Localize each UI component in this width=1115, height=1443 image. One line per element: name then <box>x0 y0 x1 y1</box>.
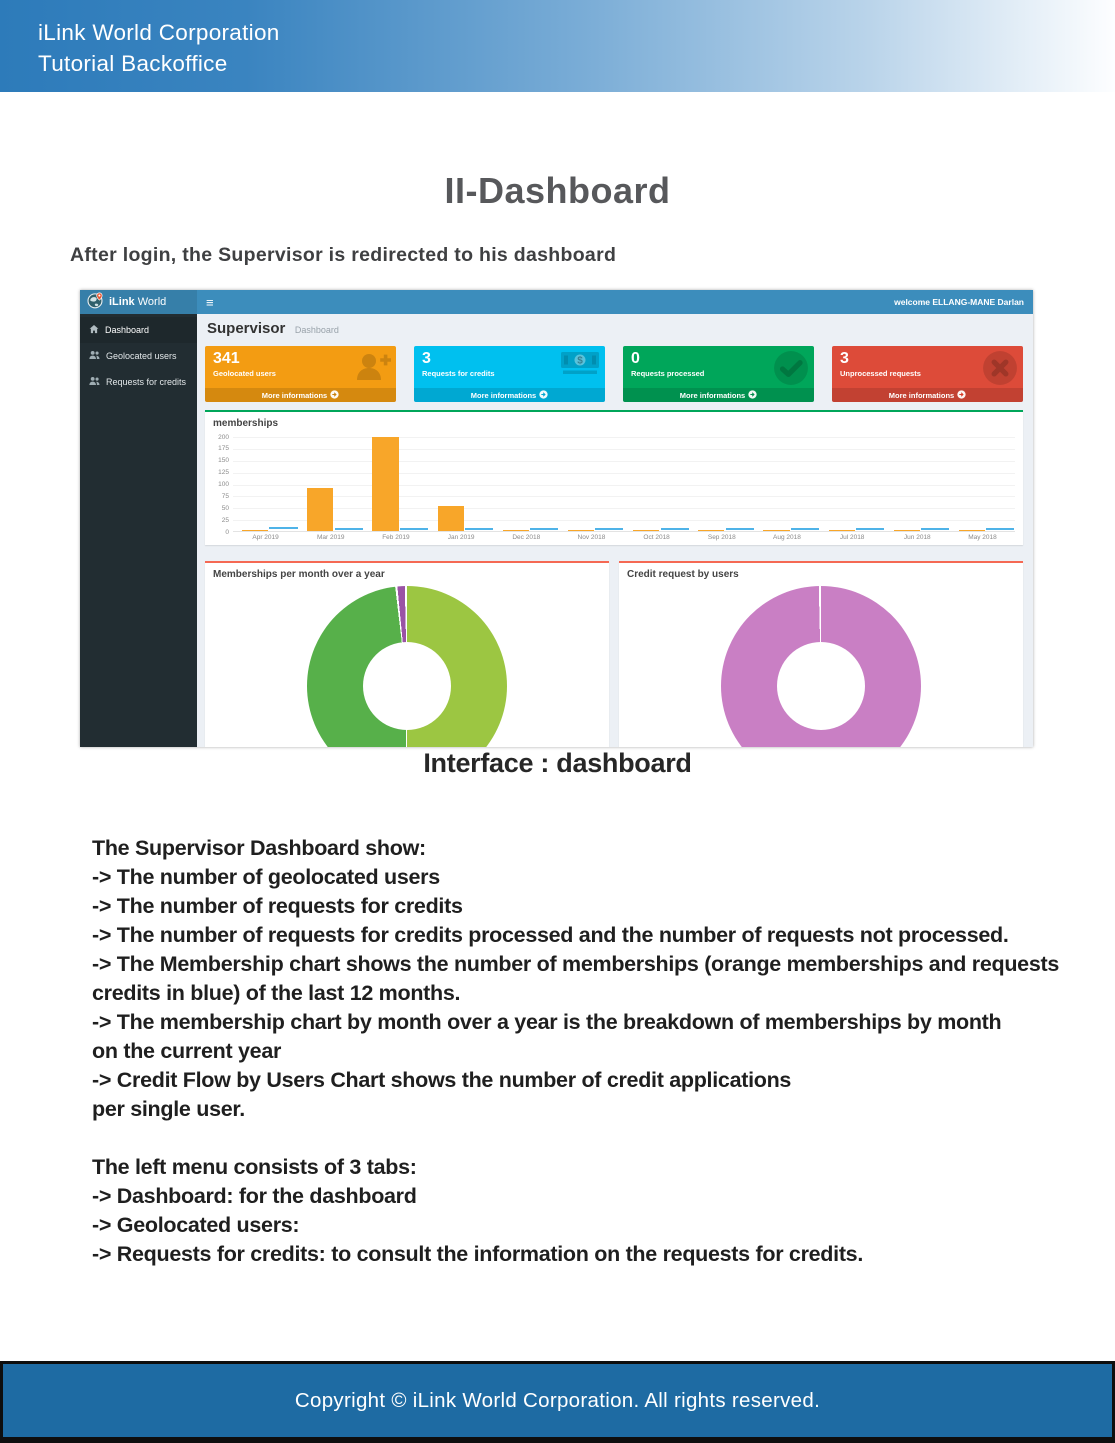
more-informations-link[interactable]: More informations <box>832 388 1023 402</box>
bar-group <box>363 437 428 531</box>
intro-text: After login, the Supervisor is redirected to his dashboard <box>70 244 617 266</box>
stat-label: Requests for credits <box>422 369 495 378</box>
requests-line-segment <box>726 528 754 530</box>
sidebar-item-geolocated-users[interactable] <box>80 343 197 369</box>
brand-text: iLink World <box>109 296 167 308</box>
body-text <box>92 834 1072 1269</box>
requests-line-segment <box>269 527 297 529</box>
memberships-bar <box>894 530 920 531</box>
memberships-bar <box>829 530 855 531</box>
x-axis-tick: Apr 2019 <box>252 534 279 541</box>
requests-line-segment <box>465 528 493 530</box>
sidebar-item-dashboard[interactable] <box>80 317 197 343</box>
stat-card-geolocated-users <box>205 346 396 402</box>
sidebar-item-label: Dashboard <box>105 325 150 335</box>
globe-pin-icon <box>87 292 104 312</box>
requests-line-segment <box>335 528 363 530</box>
body-line: -> The Membership chart shows the number of memberships (orange memberships and requests <box>92 952 1060 976</box>
app-navbar <box>197 290 1033 314</box>
body-line: credits in blue) of the last 12 months. <box>92 981 461 1005</box>
plot-area <box>233 437 1015 532</box>
body-line: per single user. <box>92 1097 245 1121</box>
y-axis-tick: 75 <box>221 492 229 500</box>
app-topbar <box>80 290 1033 314</box>
bar-group <box>689 437 754 531</box>
stat-value: 0 <box>631 350 640 367</box>
y-axis-tick: 50 <box>221 504 229 512</box>
svg-text:$: $ <box>577 355 583 367</box>
content-heading <box>207 320 1023 338</box>
requests-line-segment <box>530 528 558 530</box>
money-icon <box>560 350 600 381</box>
bar-group <box>559 437 624 531</box>
x-axis-tick: Jan 2019 <box>447 534 475 541</box>
content-title: Supervisor <box>207 320 286 337</box>
x-axis-labels <box>233 534 1015 541</box>
stat-card-requests-for-credits <box>414 346 605 402</box>
stat-value: 341 <box>213 350 240 367</box>
stat-card-unprocessed-requests <box>832 346 1023 402</box>
section-title: II-Dashboard <box>444 170 671 211</box>
x-axis-tick: Dec 2018 <box>512 534 541 541</box>
y-axis-tick: 0 <box>225 528 229 536</box>
stat-label: Requests processed <box>631 369 705 378</box>
dashboard-icon <box>89 324 99 336</box>
body-line: The Supervisor Dashboard show: <box>92 836 426 860</box>
users-icon <box>89 350 100 362</box>
sidebar-item-requests-for-credits[interactable] <box>80 369 197 395</box>
dashboard-screenshot <box>80 290 1033 747</box>
requests-line-segment <box>400 528 428 530</box>
sidebar-item-label: Requests for credits <box>106 377 187 387</box>
y-axis-tick: 150 <box>218 457 229 465</box>
more-informations-link[interactable]: More informations <box>623 388 814 402</box>
user-plus-icon <box>355 350 391 387</box>
users-icon <box>89 376 100 388</box>
bar-group <box>754 437 819 531</box>
stat-label: Unprocessed requests <box>840 369 921 378</box>
requests-line-segment <box>595 528 623 530</box>
memberships-donut-chart <box>307 586 507 747</box>
x-axis-tick: Jul 2018 <box>839 534 865 541</box>
requests-line-segment <box>986 528 1014 530</box>
bar-group <box>950 437 1015 531</box>
bar-group <box>820 437 885 531</box>
y-axis-tick: 100 <box>218 481 229 488</box>
body-line: -> The number of requests for credits processed and the number of requests not processed. <box>92 923 1009 947</box>
y-axis-tick: 200 <box>218 433 229 441</box>
stat-value: 3 <box>422 350 431 367</box>
bar-group <box>624 437 689 531</box>
bar-group <box>233 437 298 531</box>
credit-request-panel <box>619 561 1023 747</box>
more-informations-link[interactable]: More informations <box>205 388 396 402</box>
document-header <box>0 0 1115 92</box>
memberships-bar <box>698 530 724 531</box>
stat-label: Geolocated users <box>213 369 276 378</box>
x-axis-tick: Oct 2018 <box>643 534 670 541</box>
stat-value: 3 <box>840 350 849 367</box>
menu-toggle-icon[interactable]: ≡ <box>206 294 214 310</box>
body-line: -> The number of geolocated users <box>92 865 440 889</box>
memberships-bar <box>372 437 398 531</box>
memberships-panel <box>205 410 1023 545</box>
panel-title: Memberships per month over a year <box>213 569 385 580</box>
bar-group <box>494 437 559 531</box>
memberships-bar <box>438 506 464 531</box>
body-line: -> The number of requests for credits <box>92 894 463 918</box>
x-axis-tick: Jun 2018 <box>903 534 931 541</box>
body-line: on the current year <box>92 1039 282 1063</box>
x-icon <box>982 350 1018 391</box>
body-line: -> Credit Flow by Users Chart shows the number of credit applications <box>92 1068 792 1092</box>
memberships-bar <box>307 488 333 531</box>
paragraph <box>92 834 1072 1124</box>
memberships-bar <box>242 530 268 531</box>
arrow-circle-icon <box>748 390 757 401</box>
memberships-bar <box>633 530 659 531</box>
y-axis-tick: 25 <box>221 516 229 524</box>
body-line: -> The membership chart by month over a year is the breakdown of memberships by month <box>92 1010 1002 1034</box>
x-axis-tick: Sep 2018 <box>707 534 736 541</box>
requests-line-segment <box>856 528 884 530</box>
requests-line-segment <box>661 528 689 530</box>
content-area <box>197 314 1033 747</box>
x-axis-tick: Mar 2019 <box>317 534 345 541</box>
paragraph <box>92 1153 1072 1269</box>
body-line: -> Dashboard: for the dashboard <box>92 1184 417 1208</box>
stat-cards-row <box>205 346 1023 402</box>
body-line: The left menu consists of 3 tabs: <box>92 1155 417 1179</box>
body-line: -> Requests for credits: to consult the information on the requests for credits. <box>92 1242 864 1266</box>
x-axis-tick: Aug 2018 <box>773 534 801 541</box>
bar-group <box>429 437 494 531</box>
credit-donut-chart <box>721 586 921 747</box>
requests-line-segment <box>791 528 819 530</box>
company-name: iLink World Corporation <box>38 20 280 45</box>
x-axis-tick: May 2018 <box>968 534 997 541</box>
sidebar <box>80 314 197 747</box>
panel-title: memberships <box>213 418 279 429</box>
panel-title: Credit request by users <box>627 569 739 580</box>
check-icon <box>773 350 809 391</box>
sidebar-item-label: Geolocated users <box>106 351 177 361</box>
welcome-text: welcome ELLANG-MANE Darlan <box>894 297 1024 307</box>
more-informations-link[interactable]: More informations <box>414 388 605 402</box>
arrow-circle-icon <box>957 390 966 401</box>
arrow-circle-icon <box>330 390 339 401</box>
memberships-bar <box>568 530 594 531</box>
copyright-text: Copyright © iLink World Corporation. All rights reserved. <box>294 1388 821 1412</box>
bar-group <box>885 437 950 531</box>
app-body <box>80 314 1033 747</box>
body-line: -> Geolocated users: <box>92 1213 300 1237</box>
requests-line-segment <box>921 528 949 530</box>
screenshot-caption: Interface : dashboard <box>423 748 692 778</box>
donut-charts-row <box>205 553 1023 747</box>
memberships-bar <box>503 530 529 531</box>
arrow-circle-icon <box>539 390 548 401</box>
x-axis-tick: Feb 2019 <box>382 534 410 541</box>
document-footer <box>0 1361 1115 1443</box>
memberships-bar <box>959 530 985 531</box>
bar-group <box>298 437 363 531</box>
y-axis-tick: 125 <box>218 469 229 477</box>
y-axis-tick: 175 <box>218 445 229 453</box>
memberships-bar-chart <box>209 433 1017 545</box>
memberships-per-month-panel <box>205 561 609 747</box>
x-axis-tick: Nov 2018 <box>577 534 606 541</box>
stat-card-requests-processed <box>623 346 814 402</box>
document-subtitle: Tutorial Backoffice <box>38 51 228 76</box>
app-logo[interactable] <box>80 290 197 314</box>
content-subtitle: Dashboard <box>294 325 339 335</box>
memberships-bar <box>763 530 789 531</box>
